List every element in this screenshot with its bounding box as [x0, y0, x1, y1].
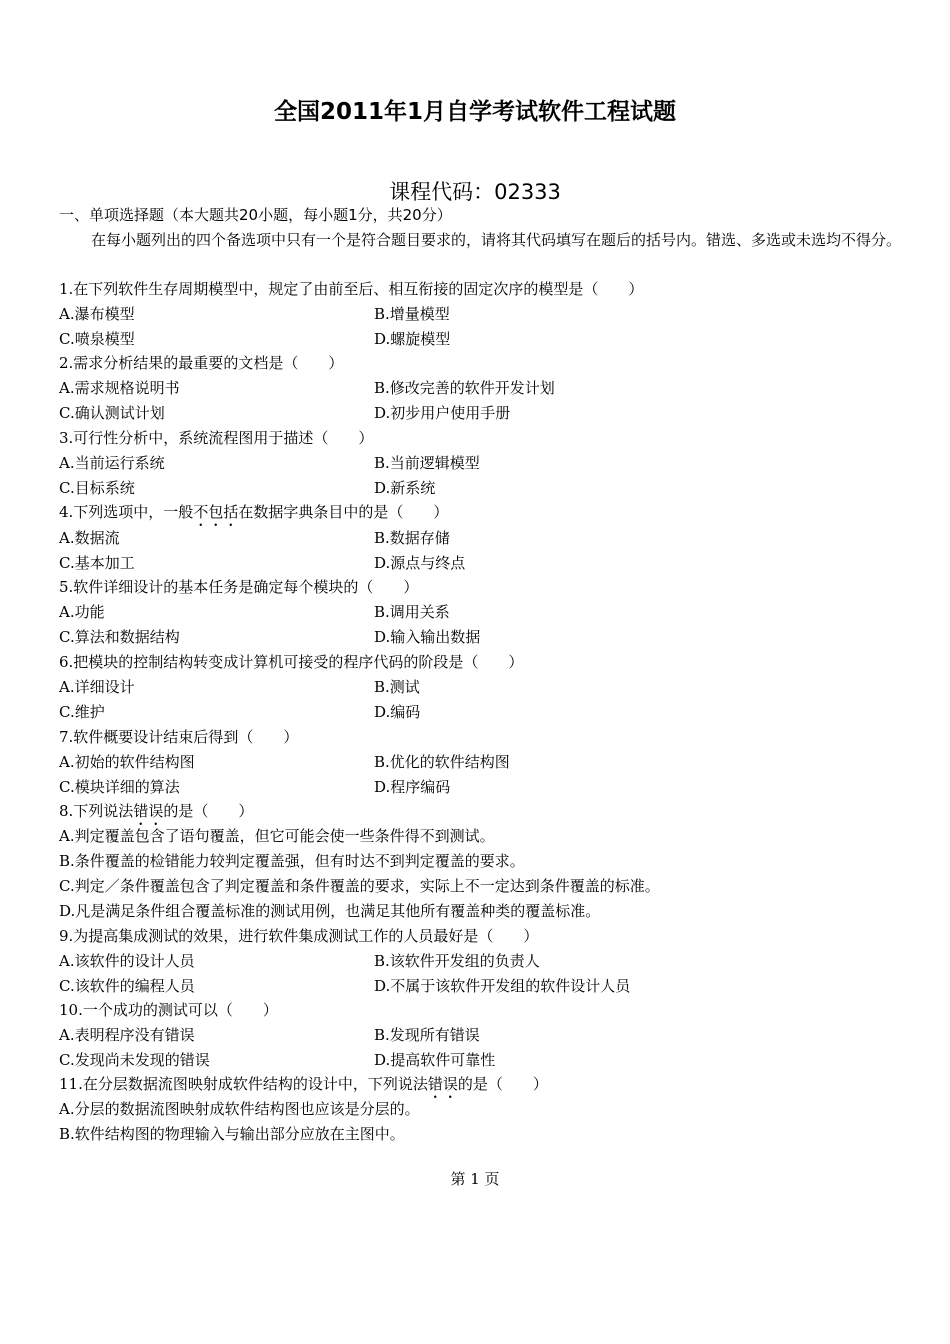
question-11-emphasis: 错误 [427, 1075, 458, 1093]
question-5-option-d: D.输入输出数据 [374, 628, 481, 646]
page-number: 第 1 页 [450, 1170, 500, 1188]
question-6-stem: 6.把模块的控制结构转变成计算机可接受的程序代码的阶段是（ ） [59, 653, 524, 671]
question-4-stem-post: 在数据字典条目中的是（ ） [238, 503, 449, 521]
question-5-option-a: A.功能 [59, 603, 105, 621]
section-heading: 一、单项选择题（本大题共20小题，每小题1分，共20分） [59, 206, 452, 224]
question-1-option-d: D.螺旋模型 [374, 330, 451, 348]
question-6-option-b: B.测试 [374, 678, 420, 696]
question-7-option-d: D.程序编码 [374, 778, 451, 796]
question-4-emphasis: 不包括 [193, 503, 239, 521]
question-5-stem: 5.软件详细设计的基本任务是确定每个模块的（ ） [59, 578, 419, 596]
question-4-option-b: B.数据存储 [374, 529, 450, 547]
page-title: 全国2011年1月自学考试软件工程试题 [273, 99, 677, 125]
question-1-option-b: B.增量模型 [374, 305, 450, 323]
question-8-emphasis: 错误 [133, 802, 164, 820]
question-3-option-d: D.新系统 [374, 479, 436, 497]
question-1-option-c: C.喷泉模型 [59, 330, 135, 348]
question-9-option-d: D.不属于该软件开发组的软件设计人员 [374, 977, 631, 995]
question-3-option-c: C.目标系统 [59, 479, 135, 497]
question-10-stem: 10.一个成功的测试可以（ ） [59, 1001, 278, 1019]
question-8-option-c: C.判定／条件覆盖包含了判定覆盖和条件覆盖的要求，实际上不一定达到条件覆盖的标准。 [59, 877, 660, 895]
question-10-option-a: A.表明程序没有错误 [59, 1026, 195, 1044]
question-2-option-d: D.初步用户使用手册 [374, 404, 511, 422]
question-4-option-d: D.源点与终点 [374, 554, 466, 572]
question-11-stem [59, 1074, 548, 1102]
question-4-stem-pre: 4.下列选项中，一般 [59, 503, 194, 521]
question-8-option-b: B.条件覆盖的检错能力较判定覆盖强，但有时达不到判定覆盖的要求。 [59, 852, 525, 870]
question-7-option-a: A.初始的软件结构图 [59, 753, 195, 771]
question-11-stem-post: 的是（ ） [457, 1075, 548, 1093]
question-9-option-b: B.该软件开发组的负责人 [374, 952, 540, 970]
question-6-option-c: C.维护 [59, 703, 105, 721]
question-8-stem-post: 的是（ ） [163, 802, 254, 820]
question-9-option-a: A.该软件的设计人员 [59, 952, 195, 970]
question-11-option-a: A.分层的数据流图映射成软件结构图也应该是分层的。 [59, 1100, 420, 1118]
question-2-option-b: B.修改完善的软件开发计划 [374, 379, 555, 397]
question-8-stem-pre: 8.下列说法 [59, 802, 134, 820]
question-10-option-b: B.发现所有错误 [374, 1026, 480, 1044]
question-11-option-b: B.软件结构图的物理输入与输出部分应放在主图中。 [59, 1125, 405, 1143]
question-11-stem-pre: 11.在分层数据流图映射成软件结构的设计中，下列说法 [59, 1075, 428, 1093]
question-5-option-c: C.算法和数据结构 [59, 628, 180, 646]
question-4-option-c: C.基本加工 [59, 554, 135, 572]
question-9-option-c: C.该软件的编程人员 [59, 977, 195, 995]
question-7-stem: 7.软件概要设计结束后得到（ ） [59, 728, 299, 746]
question-2-option-c: C.确认测试计划 [59, 404, 165, 422]
question-2-stem: 2.需求分析结果的最重要的文档是（ ） [59, 354, 344, 372]
question-4-option-a: A.数据流 [59, 529, 120, 547]
course-code: 课程代码：02333 [389, 180, 561, 204]
question-3-option-a: A.当前运行系统 [59, 454, 165, 472]
question-10-option-c: C.发现尚未发现的错误 [59, 1051, 210, 1069]
question-4-stem [59, 502, 448, 530]
question-8-stem [59, 801, 253, 829]
question-2-option-a: A.需求规格说明书 [59, 379, 180, 397]
section-instruction: 在每小题列出的四个备选项中只有一个是符合题目要求的，请将其代码填写在题后的括号内。错选、多选或未选均不得分。 [91, 231, 902, 249]
question-3-stem: 3.可行性分析中，系统流程图用于描述（ ） [59, 429, 374, 447]
question-9-stem: 9.为提高集成测试的效果，进行软件集成测试工作的人员最好是（ ） [59, 927, 539, 945]
question-3-option-b: B.当前逻辑模型 [374, 454, 480, 472]
question-8-option-a: A.判定覆盖包含了语句覆盖，但它可能会使一些条件得不到测试。 [59, 827, 495, 845]
question-10-option-d: D.提高软件可靠性 [374, 1051, 496, 1069]
question-1-stem: 1.在下列软件生存周期模型中，规定了由前至后、相互衔接的固定次序的模型是（ ） [59, 280, 644, 298]
question-8-option-d: D.凡是满足条件组合覆盖标准的测试用例，也满足其他所有覆盖种类的覆盖标准。 [59, 902, 601, 920]
question-6-option-a: A.详细设计 [59, 678, 135, 696]
question-7-option-b: B.优化的软件结构图 [374, 753, 510, 771]
question-1-option-a: A.瀑布模型 [59, 305, 135, 323]
question-5-option-b: B.调用关系 [374, 603, 450, 621]
question-6-option-d: D.编码 [374, 703, 421, 721]
question-7-option-c: C.模块详细的算法 [59, 778, 180, 796]
